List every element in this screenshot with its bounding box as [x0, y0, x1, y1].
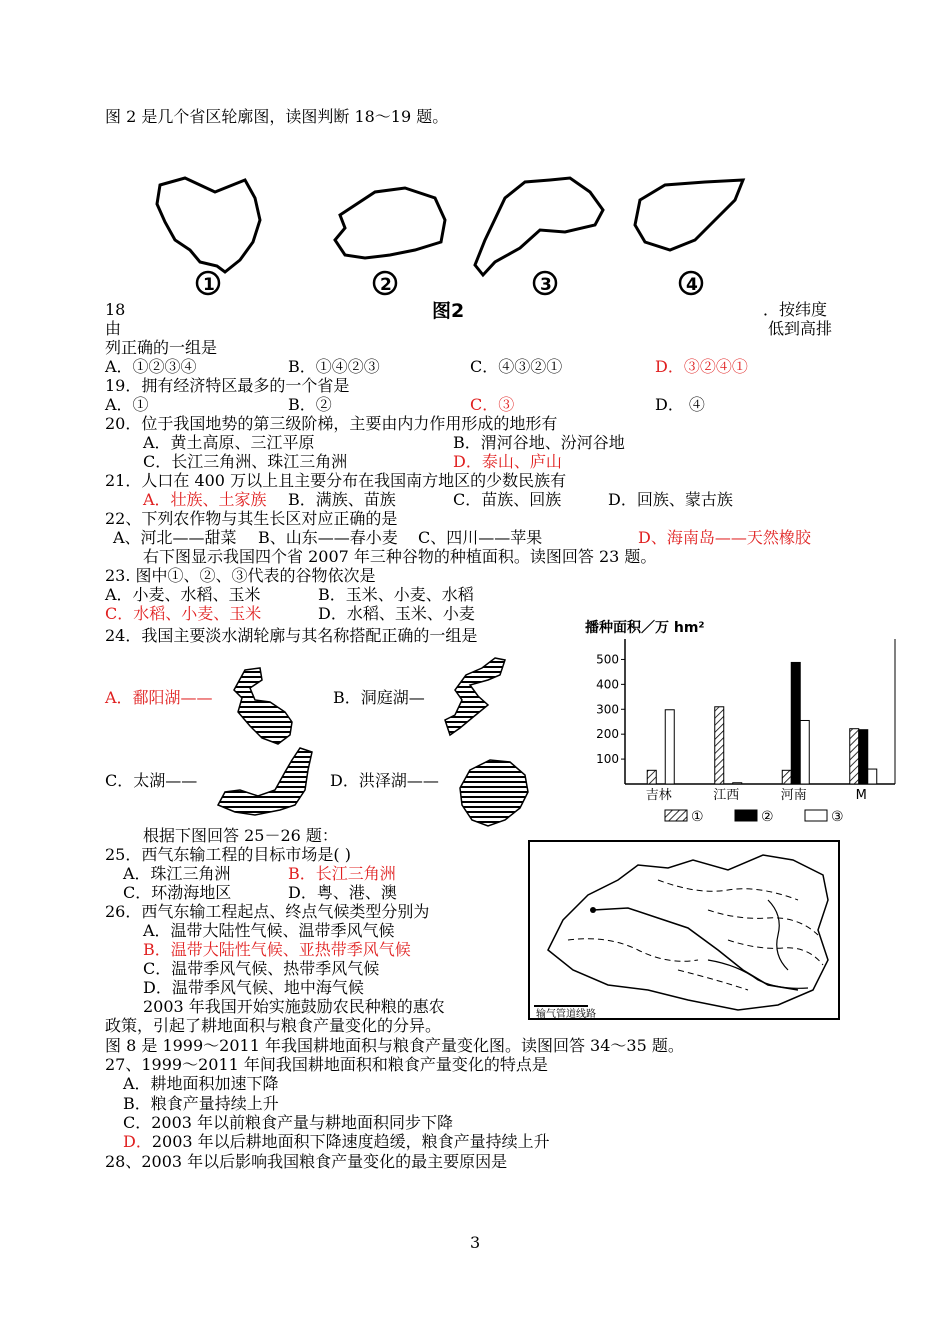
q23-option-c-answer: C．水稻、小麦、玉米	[105, 604, 262, 623]
q27-option-b: B．粮食产量持续上升	[123, 1094, 279, 1113]
q19-option-a: A．①	[105, 395, 149, 414]
fig2-intro: 图 2 是几个省区轮廓图，读图判断 18～19 题。	[105, 107, 449, 126]
q27-option-d-text: 2003 年以后耕地面积下降速度趋缓，粮食产量持续上升	[151, 1132, 550, 1151]
q26-option-c: C．温带季风气候、热带季风气候	[143, 959, 380, 978]
lake-tai-outline	[218, 748, 312, 815]
chart-x-tick-label: 河南	[780, 788, 807, 803]
q22-option-c: C、四川——苹果	[418, 528, 543, 547]
q27-option-a: A．耕地面积加速下降	[123, 1074, 279, 1093]
chart-y-tick-label: 200	[596, 727, 619, 742]
crop-area-bar-chart	[580, 612, 910, 837]
q24-option-c: C．太湖——	[105, 771, 198, 790]
q25-option-d: D．粤、港、澳	[288, 883, 397, 902]
chart-bar-1	[782, 770, 791, 784]
chart-bar-3	[733, 783, 742, 784]
q25-intro: 根据下图回答 25－26 题：	[143, 826, 338, 845]
q21-option-d: D．回族、蒙古族	[608, 490, 733, 509]
legend-swatch-2	[735, 810, 757, 821]
q18-stem-d: 低到高排	[768, 319, 833, 338]
chart-bar-2	[859, 730, 868, 784]
q25-option-c: C．环渤海地区	[123, 883, 232, 902]
chart-bar-3	[665, 710, 674, 784]
q24-option-d: D．洪泽湖——	[330, 771, 439, 790]
q18-option-c: C．④③②①	[470, 357, 563, 376]
lake-hongze-outline	[460, 760, 528, 826]
q20-option-b: B．渭河谷地、汾河谷地	[453, 433, 625, 452]
pipeline-start-point	[590, 907, 596, 913]
chart-bar-3	[800, 720, 809, 784]
q22-option-a: A、河北——甜菜	[113, 528, 237, 547]
svg-text:2: 2	[380, 275, 392, 295]
q23-option-d: D．水稻、玉米、小麦	[318, 604, 475, 623]
chart-x-tick-label: M	[855, 788, 867, 803]
legend-label-3: ③	[831, 809, 844, 825]
q25-option-a: A．珠江三角洲	[123, 864, 231, 883]
q18-stem-c: ．按纬度	[763, 300, 828, 319]
legend-label-2: ②	[761, 809, 774, 825]
chart-x-tick-label: 江西	[713, 788, 740, 803]
chart-bar-1	[850, 729, 859, 784]
q21-option-b: B．满族、苗族	[288, 490, 396, 509]
q18-option-a: A．①②③④	[105, 357, 197, 376]
map-legend-pipeline: 输气管道线路	[536, 1009, 596, 1020]
q23-option-b: B．玉米、小麦、水稻	[318, 585, 474, 604]
q23-stem: 23. 图中①、②、③代表的谷物依次是	[105, 566, 376, 585]
q18-option-b: B．①④②③	[288, 357, 380, 376]
q20-option-c: C．长江三角洲、珠江三角洲	[143, 452, 348, 471]
chart-y-tick-label: 300	[596, 702, 619, 717]
q24-option-b: B．洞庭湖—	[333, 688, 425, 707]
q20-option-d-answer: D．泰山、庐山	[453, 452, 562, 471]
chart-ylabel: 播种面积／万 hm²	[585, 620, 705, 636]
q20-stem: 20．位于我国地势的第三级阶梯，主要由内力作用形成的地形有	[105, 414, 558, 433]
chart-bar-1	[715, 707, 724, 784]
q21-option-a-answer: A．壮族、土家族	[143, 490, 267, 509]
para-2003-line3: 图 8 是 1999～2011 年我国耕地面积与粮食产量变化图。读图回答 34～35 题。	[105, 1036, 684, 1055]
q27-option-d-letter: D．	[123, 1132, 152, 1151]
q19-option-c-answer: C．③	[470, 395, 515, 414]
q20-option-a: A．黄土高原、三江平原	[143, 433, 315, 452]
q22-option-d-answer: D、海南岛——天然橡胶	[638, 528, 811, 547]
q26-option-a: A．温带大陆性气候、温带季风气候	[143, 921, 395, 940]
para-2003-line1: 2003 年我国开始实施鼓励农民种粮的惠农	[143, 997, 445, 1016]
q19-option-d: D． ④	[655, 395, 705, 414]
q26-stem: 26．西气东输工程起点、终点气候类型分别为	[105, 902, 430, 921]
q21-option-c: C．苗族、回族	[453, 490, 562, 509]
legend-label-1: ①	[691, 809, 704, 825]
q19-stem: 19．拥有经济特区最多的一个省是	[105, 376, 350, 395]
chart-y-tick-label: 400	[596, 677, 619, 692]
q18-stem-b: 由	[105, 319, 122, 338]
q18-option-d-answer: D．③②④①	[655, 357, 748, 376]
q23-intro: 右下图显示我国四个省 2007 年三种谷物的种植面积。读图回答 23 题。	[143, 547, 657, 566]
fig2-label-1: ①	[200, 291, 201, 292]
q22-option-b: B、山东——春小麦	[258, 528, 398, 547]
svg-text:4: 4	[686, 275, 698, 295]
q28-stem: 28、2003 年以后影响我国粮食产量变化的最主要原因是	[105, 1152, 508, 1171]
q27-stem: 27、1999～2011 年间我国耕地面积和粮食产量变化的特点是	[105, 1055, 548, 1074]
q18-stem-a: 18	[105, 300, 126, 319]
chart-x-tick-label: 吉林	[645, 788, 672, 803]
legend-swatch-3	[805, 810, 827, 821]
chart-y-tick-label: 100	[596, 752, 619, 767]
q26-option-b-answer: B．温带大陆性气候、亚热带季风气候	[143, 940, 411, 959]
chart-y-tick-label: 500	[596, 652, 619, 667]
q24-stem: 24．我国主要淡水湖轮廓与其名称搭配正确的一组是	[105, 626, 478, 645]
figure-2-caption: 图2	[432, 300, 465, 322]
q22-stem: 22、下列农作物与其生长区对应正确的是	[105, 509, 398, 528]
para-2003-line2: 政策，引起了耕地面积与粮食产量变化的分异。	[105, 1016, 442, 1035]
q21-stem: 21．人口在 400 万以上且主要分布在我国南方地区的少数民族有	[105, 471, 567, 490]
svg-text:3: 3	[540, 275, 552, 295]
legend-swatch-1	[665, 810, 687, 821]
q18-stem-e: 列正确的一组是	[105, 338, 218, 357]
q27-option-d	[123, 1132, 550, 1151]
svg-text:1: 1	[203, 275, 215, 295]
q27-option-c: C．2003 年以前粮食产量与耕地面积同步下降	[123, 1113, 454, 1132]
q25-option-b-answer: B．长江三角洲	[288, 864, 396, 883]
west-east-gas-pipeline-map	[528, 840, 840, 1020]
q23-option-a: A．小麦、水稻、玉米	[105, 585, 261, 604]
lake-dongting-outline	[445, 658, 505, 735]
chart-bar-1	[647, 770, 656, 784]
q25-stem: 25．西气东输工程的目标市场是( )	[105, 845, 351, 864]
q24-option-a-answer: A．鄱阳湖——	[105, 688, 213, 707]
q26-option-d: D．温带季风气候、地中海气候	[143, 978, 364, 997]
q19-option-b: B．②	[288, 395, 332, 414]
lake-poyang-outline	[234, 668, 292, 744]
chart-bar-2	[791, 662, 800, 784]
chart-bar-3	[868, 769, 877, 784]
page-number: 3	[470, 1233, 481, 1252]
